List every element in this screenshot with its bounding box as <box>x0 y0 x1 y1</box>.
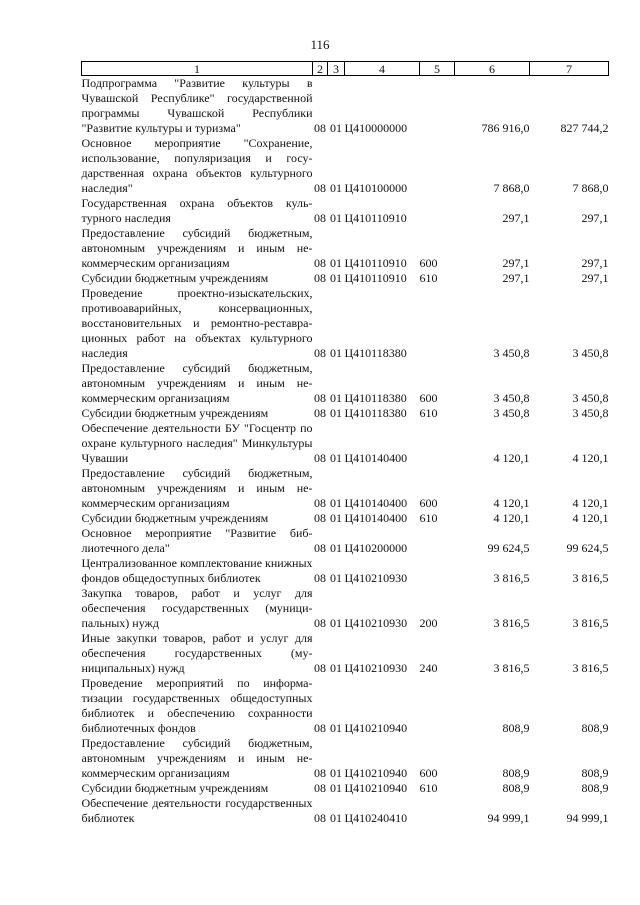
subsection-code: 01 <box>330 811 342 825</box>
subsection-code: 01 <box>330 271 342 285</box>
table-row <box>82 781 609 796</box>
amount-year-2: 3 816,5 <box>572 661 609 675</box>
target-article-code: Ц410210940 <box>344 766 408 780</box>
section-code: 08 <box>314 511 326 525</box>
expense-type-code: 610 <box>419 781 438 795</box>
target-article-code: Ц410100000 <box>344 181 408 195</box>
section-code: 08 <box>314 211 326 225</box>
target-article-code: Ц410210930 <box>344 661 408 675</box>
subsection-code: 01 <box>330 256 342 270</box>
table-row <box>82 466 609 511</box>
row-name: Предоставление субсидий бюджетным, автономным учреждениям и иным некоммерческим организациям <box>81 226 313 270</box>
column-header: 3 <box>328 62 345 76</box>
expense-type-code: 610 <box>419 406 438 420</box>
subsection-code: 01 <box>330 541 342 555</box>
amount-year-1: 4 120,1 <box>493 451 530 465</box>
row-name: Централизованное комплектование книжных фондов общедоступных библиотек <box>81 556 313 585</box>
amount-year-2: 297,1 <box>581 271 609 285</box>
subsection-code: 01 <box>330 496 342 510</box>
table-body <box>82 76 609 827</box>
expense-type-code: 600 <box>419 496 438 510</box>
table-row <box>82 421 609 466</box>
target-article-code: Ц410210940 <box>344 781 408 795</box>
amount-year-1: 3 816,5 <box>493 616 530 630</box>
expense-type-code <box>420 676 455 736</box>
target-article-code: Ц410140400 <box>344 451 408 465</box>
section-code: 08 <box>314 271 326 285</box>
row-name: Субсидии бюджетным учреждениям <box>81 781 269 795</box>
section-code: 08 <box>314 181 326 195</box>
table-row <box>82 676 609 736</box>
expense-type-code <box>420 421 455 466</box>
expense-type-code: 240 <box>419 661 438 675</box>
table-row <box>82 556 609 586</box>
amount-year-2: 3 816,5 <box>572 571 609 585</box>
section-code: 08 <box>314 121 326 135</box>
subsection-code: 01 <box>330 451 342 465</box>
table-header <box>82 62 609 76</box>
amount-year-1: 786 916,0 <box>481 121 530 135</box>
section-code: 08 <box>314 766 326 780</box>
column-header: 6 <box>455 62 530 76</box>
amount-year-2: 808,9 <box>581 721 609 735</box>
expense-type-code <box>420 136 455 196</box>
row-name: Субсидии бюджетным учреждениям <box>81 406 269 420</box>
table-row <box>82 136 609 196</box>
subsection-code: 01 <box>330 181 342 195</box>
expense-type-code: 600 <box>419 256 438 270</box>
row-name: Предоставление субсидий бюджетным, автономным учреждениям и иным некоммерческим организациям <box>81 736 313 780</box>
amount-year-1: 4 120,1 <box>493 511 530 525</box>
amount-year-1: 3 816,5 <box>493 661 530 675</box>
amount-year-2: 3 450,8 <box>572 346 609 360</box>
target-article-code: Ц410210930 <box>344 571 408 585</box>
section-code: 08 <box>314 721 326 735</box>
amount-year-1: 3 816,5 <box>493 571 530 585</box>
target-article-code: Ц410240410 <box>344 811 408 825</box>
subsection-code: 01 <box>330 616 342 630</box>
target-article-code: Ц410210940 <box>344 721 408 735</box>
table-row <box>82 406 609 421</box>
row-name: Проведение мероприятий по информатизации государственных общедоступных библиотек и обеспечению сохранности библиотечных фондов <box>81 676 313 735</box>
subsection-code: 01 <box>330 346 342 360</box>
subsection-code: 01 <box>330 781 342 795</box>
section-code: 08 <box>314 541 326 555</box>
amount-year-1: 94 999,1 <box>487 811 530 825</box>
expense-type-code: 610 <box>419 511 438 525</box>
amount-year-2: 297,1 <box>581 256 609 270</box>
table-row <box>82 226 609 271</box>
expense-type-code: 200 <box>419 616 438 630</box>
amount-year-1: 3 450,8 <box>493 346 530 360</box>
subsection-code: 01 <box>330 511 342 525</box>
row-name: Предоставление субсидий бюджетным, автономным учреждениям и иным некоммерческим организациям <box>81 466 313 510</box>
target-article-code: Ц410110910 <box>344 256 407 270</box>
section-code: 08 <box>314 571 326 585</box>
amount-year-2: 827 744,2 <box>560 121 609 135</box>
amount-year-1: 297,1 <box>502 211 530 225</box>
amount-year-2: 7 868,0 <box>572 181 609 195</box>
target-article-code: Ц410110910 <box>344 271 407 285</box>
target-article-code: Ц410118380 <box>344 391 407 405</box>
expense-type-code: 600 <box>419 766 438 780</box>
table-row <box>82 736 609 781</box>
amount-year-2: 3 450,8 <box>572 391 609 405</box>
amount-year-2: 4 120,1 <box>572 496 609 510</box>
column-header: 2 <box>313 62 328 76</box>
amount-year-2: 4 120,1 <box>572 451 609 465</box>
row-name: Основное мероприятие "Развитие библиотечного дела" <box>81 526 313 555</box>
table-row <box>82 631 609 676</box>
row-name: Обеспечение деятельности БУ "Госцентр по охране культурного наследия" Минкультуры Чувашии <box>81 421 313 465</box>
table-row <box>82 271 609 286</box>
header-row <box>82 62 609 76</box>
target-article-code: Ц410118380 <box>344 346 407 360</box>
expense-type-code <box>420 526 455 556</box>
row-name: Закупка товаров, работ и услуг для обеспечения государственных (муниципальных) нужд <box>81 586 313 630</box>
amount-year-1: 297,1 <box>502 256 530 270</box>
target-article-code: Ц410110910 <box>344 211 407 225</box>
column-header: 7 <box>530 62 609 76</box>
section-code: 08 <box>314 811 326 825</box>
subsection-code: 01 <box>330 121 342 135</box>
section-code: 08 <box>314 391 326 405</box>
section-code: 08 <box>314 346 326 360</box>
table-row <box>82 76 609 137</box>
subsection-code: 01 <box>330 766 342 780</box>
amount-year-2: 808,9 <box>581 766 609 780</box>
section-code: 08 <box>314 661 326 675</box>
amount-year-1: 3 450,8 <box>493 406 530 420</box>
page-number: 116 <box>310 37 330 52</box>
row-name: Предоставление субсидий бюджетным, автономным учреждениям и иным некоммерческим организациям <box>81 361 313 405</box>
subsection-code: 01 <box>330 661 342 675</box>
row-name: Субсидии бюджетным учреждениям <box>81 271 269 285</box>
subsection-code: 01 <box>330 721 342 735</box>
row-name: Государственная охрана объектов культурного наследия <box>81 196 313 225</box>
amount-year-1: 808,9 <box>502 781 530 795</box>
amount-year-1: 808,9 <box>502 721 530 735</box>
amount-year-1: 808,9 <box>502 766 530 780</box>
amount-year-2: 99 624,5 <box>566 541 609 555</box>
budget-table <box>81 61 609 826</box>
subsection-code: 01 <box>330 391 342 405</box>
expense-type-code <box>420 796 455 826</box>
column-header: 5 <box>420 62 455 76</box>
row-name: Основное мероприятие "Сохранение, использование, популяризация и государственная охрана объектов культурного наследия" <box>81 136 313 195</box>
row-name: Проведение проектно-изыскательских, противоаварийных, консервационных, восстановительных и ремонтно-реставрационных работ на объектах культурного наследия <box>81 286 313 360</box>
amount-year-2: 297,1 <box>581 211 609 225</box>
row-name: Обеспечение деятельности государственных библиотек <box>81 796 313 825</box>
section-code: 08 <box>314 496 326 510</box>
amount-year-1: 4 120,1 <box>493 496 530 510</box>
table-row <box>82 511 609 526</box>
amount-year-1: 3 450,8 <box>493 391 530 405</box>
section-code: 08 <box>314 406 326 420</box>
expense-type-code <box>420 76 455 137</box>
row-name: Подпрограмма "Развитие культуры в Чувашской Республике" государственной программы Чувашской Республики "Развитие культуры и туризма" <box>81 76 313 135</box>
target-article-code: Ц410140400 <box>344 511 408 525</box>
amount-year-2: 808,9 <box>581 781 609 795</box>
table-row <box>82 286 609 361</box>
target-article-code: Ц410118380 <box>344 406 407 420</box>
row-name: Иные закупки товаров, работ и услуг для обеспечения государственных (муниципальных) нужд <box>81 631 313 675</box>
table-row <box>82 526 609 556</box>
table-row <box>82 586 609 631</box>
expense-type-code: 610 <box>419 271 438 285</box>
amount-year-1: 7 868,0 <box>493 181 530 195</box>
column-header: 4 <box>345 62 420 76</box>
amount-year-2: 4 120,1 <box>572 511 609 525</box>
amount-year-1: 297,1 <box>502 271 530 285</box>
subsection-code: 01 <box>330 406 342 420</box>
expense-type-code <box>420 286 455 361</box>
expense-type-code: 600 <box>419 391 438 405</box>
section-code: 08 <box>314 256 326 270</box>
row-name: Субсидии бюджетным учреждениям <box>81 511 269 525</box>
table-row <box>82 796 609 826</box>
table-row <box>82 196 609 226</box>
section-code: 08 <box>314 781 326 795</box>
target-article-code: Ц410200000 <box>344 541 408 555</box>
table-row <box>82 361 609 406</box>
amount-year-2: 3 450,8 <box>572 406 609 420</box>
target-article-code: Ц410140400 <box>344 496 408 510</box>
column-header: 1 <box>82 62 313 76</box>
amount-year-2: 3 816,5 <box>572 616 609 630</box>
subsection-code: 01 <box>330 571 342 585</box>
target-article-code: Ц410000000 <box>344 121 408 135</box>
amount-year-1: 99 624,5 <box>487 541 530 555</box>
subsection-code: 01 <box>330 211 342 225</box>
section-code: 08 <box>314 616 326 630</box>
section-code: 08 <box>314 451 326 465</box>
expense-type-code <box>420 556 455 586</box>
amount-year-2: 94 999,1 <box>566 811 609 825</box>
expense-type-code <box>420 196 455 226</box>
target-article-code: Ц410210930 <box>344 616 408 630</box>
